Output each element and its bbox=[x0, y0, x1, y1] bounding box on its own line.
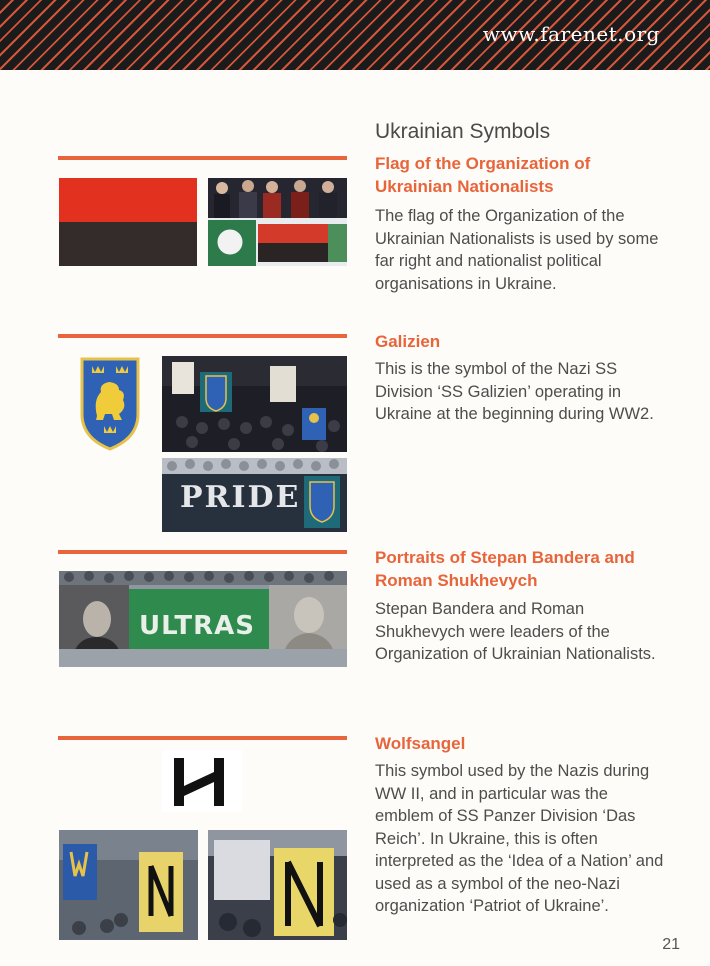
wolfsangel-symbol-image bbox=[162, 750, 242, 812]
section-divider bbox=[58, 550, 347, 554]
entry-title-galizien: Galizien bbox=[375, 332, 441, 351]
bandera-shukhevych-banner-photo bbox=[59, 571, 347, 667]
page-number: 21 bbox=[662, 936, 680, 953]
entry-body-galizien: This is the symbol of the Nazi SS Division ‘SS Galizien’ operating in Ukraine at the beginning during WW2. bbox=[375, 360, 654, 423]
pride-banner-photo bbox=[162, 458, 347, 532]
galizien-crest-image bbox=[79, 356, 141, 452]
entry-body-oun-flag: The flag of the Organization of the Ukrainian Nationalists is used by some far right and nationalist political organisations in Ukraine. bbox=[375, 207, 659, 293]
wolfsangel-fans-photo-1 bbox=[59, 830, 198, 940]
website-url[interactable]: www.farenet.org bbox=[482, 22, 660, 46]
page-header bbox=[0, 0, 710, 70]
entry-title-oun-flag: Flag of the Organization of Ukrainian Nationalists bbox=[375, 154, 591, 196]
entry-body-wolfsangel: This symbol used by the Nazis during WW II, and in particular was the emblem of SS Panzer Division ‘Das Reich’. In Ukraine, this is often interpreted as the ‘Idea of a Nation’ and used as a symbol of the neo-Nazi organization ‘Patriot of Ukraine’. bbox=[375, 762, 664, 915]
ultras-banner-text: ULTRAS bbox=[139, 611, 255, 641]
section-divider bbox=[58, 334, 347, 338]
section-divider bbox=[58, 156, 347, 160]
wolfsangel-fans-photo-2 bbox=[208, 830, 347, 940]
galizien-fans-photo bbox=[162, 356, 347, 452]
oun-flag-image bbox=[59, 178, 197, 266]
section-title: Ukrainian Symbols bbox=[375, 120, 551, 143]
pride-banner-text: PRIDE bbox=[180, 480, 301, 515]
entry-title-portraits: Portraits of Stepan Bandera and Roman Shukhevych bbox=[375, 548, 635, 590]
entry-body-portraits: Stepan Bandera and Roman Shukhevych were leaders of the Organization of Ukrainian Nationalists. bbox=[375, 600, 656, 663]
fans-with-flag-photo bbox=[208, 178, 347, 266]
entry-title-wolfsangel: Wolfsangel bbox=[375, 734, 466, 753]
section-divider bbox=[58, 736, 347, 740]
